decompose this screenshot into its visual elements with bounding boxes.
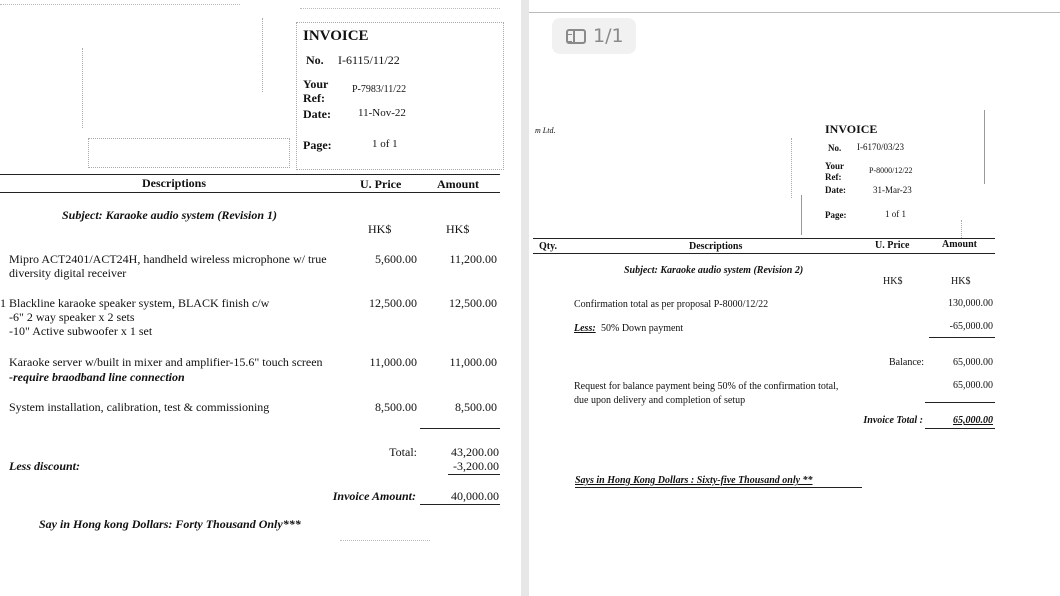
item-desc: -10" Active subwoofer x 1 set bbox=[9, 324, 153, 338]
scan-artifact bbox=[984, 110, 985, 184]
date-label: Date: bbox=[825, 185, 846, 195]
table-top-rule bbox=[533, 238, 995, 239]
item-amount: 11,200.00 bbox=[449, 252, 497, 266]
discount-value: -3,200.00 bbox=[453, 459, 499, 473]
request-text-2: due upon delivery and completion of setup bbox=[574, 395, 746, 406]
page-gutter bbox=[521, 0, 529, 596]
currency-amount: HK$ bbox=[951, 276, 971, 287]
ref-label: Your bbox=[825, 161, 845, 171]
invoice-amount-label: Invoice Amount: bbox=[332, 489, 416, 503]
item-qty: 1 bbox=[0, 296, 6, 310]
request-rule bbox=[925, 402, 995, 403]
scan-artifact bbox=[791, 138, 792, 198]
invoice-page-right bbox=[529, 0, 1060, 596]
invoice-amount-rule bbox=[420, 504, 500, 505]
invoice-amount-value: 40,000.00 bbox=[451, 489, 499, 503]
scan-artifact bbox=[82, 48, 83, 128]
less-rule bbox=[929, 337, 995, 338]
item-desc: -6" 2 way speaker x 2 sets bbox=[9, 310, 135, 324]
total-value: 43,200.00 bbox=[451, 445, 499, 459]
item-price: 12,500.00 bbox=[369, 296, 417, 310]
item-amount: 12,500.00 bbox=[449, 296, 497, 310]
col-unit-price: U. Price bbox=[875, 240, 910, 251]
scan-artifact bbox=[262, 18, 263, 92]
says-in-words: Says in Hong Kong Dollars : Sixty-five Thousand only ** bbox=[575, 475, 813, 486]
col-descriptions: Descriptions bbox=[689, 241, 743, 252]
item-amount: 11,000.00 bbox=[449, 355, 497, 369]
discount-rule bbox=[448, 474, 500, 475]
scan-artifact bbox=[300, 8, 500, 9]
balance-label: Balance: bbox=[889, 357, 924, 368]
invoice-title: INVOICE bbox=[303, 28, 369, 44]
scan-artifact bbox=[0, 4, 240, 5]
ref-value: P-8000/12/22 bbox=[869, 166, 913, 175]
discount-label: Less discount: bbox=[9, 459, 81, 473]
date-label: Date: bbox=[303, 107, 331, 121]
invoice-number: I-6170/03/23 bbox=[857, 142, 904, 152]
invoice-page-left bbox=[0, 0, 521, 596]
page-label: Page: bbox=[825, 210, 847, 220]
col-descriptions: Descriptions bbox=[142, 176, 206, 190]
less-amount: -65,000.00 bbox=[949, 321, 993, 332]
table-header-rule bbox=[0, 192, 500, 193]
subject: Subject: Karaoke audio system (Revision 1) bbox=[62, 208, 277, 222]
table-top-rule bbox=[0, 174, 500, 175]
say-in-words: Say in Hong kong Dollars: Forty Thousand Only*** bbox=[39, 517, 301, 531]
currency-price: HK$ bbox=[883, 276, 903, 287]
scan-artifact bbox=[340, 540, 430, 541]
invoice-title: INVOICE bbox=[825, 122, 878, 136]
page-indicator[interactable] bbox=[552, 18, 636, 54]
subject: Subject: Karaoke audio system (Revision 2) bbox=[624, 265, 804, 276]
item-price: 8,500.00 bbox=[375, 400, 417, 414]
page-label: Page: bbox=[303, 138, 332, 152]
less-text: 50% Down payment bbox=[601, 323, 684, 334]
item-amount: 8,500.00 bbox=[455, 400, 497, 414]
ref-label-2: Ref: bbox=[825, 172, 842, 182]
item-desc: diversity digital receiver bbox=[9, 266, 127, 280]
ref-label-2: Ref: bbox=[303, 91, 325, 105]
ref-value: P-7983/11/22 bbox=[352, 84, 407, 95]
col-amount: Amount bbox=[437, 177, 480, 191]
company-name-fragment: m Ltd. bbox=[535, 126, 556, 135]
confirmation-text: Confirmation total as per proposal P-8000/12/22 bbox=[574, 299, 769, 310]
currency-amount: HK$ bbox=[446, 222, 470, 236]
page-indicator-text: 1/1 bbox=[593, 25, 624, 47]
redacted-box bbox=[88, 138, 290, 168]
ref-label: Your bbox=[303, 77, 329, 91]
less-label: Less: bbox=[574, 323, 596, 334]
item-desc: Mipro ACT2401/ACT24H, handheld wireless microphone w/ true bbox=[9, 252, 327, 266]
date-value: 31-Mar-23 bbox=[873, 185, 912, 195]
page-value: 1 of 1 bbox=[885, 209, 906, 219]
page-view-icon bbox=[566, 29, 586, 44]
item-desc: System installation, calibration, test & commissioning bbox=[9, 400, 270, 414]
item-note: -require braodband line connection bbox=[9, 370, 185, 384]
scan-artifact bbox=[961, 220, 962, 238]
total-label: Total: bbox=[389, 445, 417, 459]
item-desc: Blackline karaoke speaker system, BLACK finish c/w bbox=[9, 296, 270, 310]
invoice-total-rule bbox=[925, 428, 995, 429]
col-qty: Qty. bbox=[539, 241, 558, 252]
request-amount: 65,000.00 bbox=[953, 380, 993, 391]
page-value: 1 of 1 bbox=[372, 138, 398, 150]
scan-artifact bbox=[529, 12, 1060, 13]
invoice-total-value: 65,000.00 bbox=[953, 415, 993, 426]
invoice-total-label: Invoice Total : bbox=[863, 415, 923, 426]
says-rule bbox=[575, 487, 862, 488]
table-header-rule bbox=[533, 253, 995, 254]
invoice-number: I-6115/11/22 bbox=[338, 53, 400, 67]
confirmation-amount: 130,000.00 bbox=[948, 298, 993, 309]
date-value: 11-Nov-22 bbox=[358, 107, 406, 119]
no-label: No. bbox=[306, 53, 324, 67]
item-price: 5,600.00 bbox=[375, 252, 417, 266]
request-text: Request for balance payment being 50% of the confirmation total, bbox=[574, 381, 839, 392]
total-rule bbox=[420, 428, 500, 429]
item-desc: Karaoke server w/built in mixer and amplifier-15.6" touch screen bbox=[9, 355, 323, 369]
no-label: No. bbox=[828, 143, 842, 153]
currency-price: HK$ bbox=[368, 222, 392, 236]
col-amount: Amount bbox=[942, 239, 978, 250]
col-unit-price: U. Price bbox=[360, 177, 402, 191]
scan-artifact bbox=[801, 195, 802, 235]
item-price: 11,000.00 bbox=[369, 355, 417, 369]
balance-amount: 65,000.00 bbox=[953, 357, 993, 368]
